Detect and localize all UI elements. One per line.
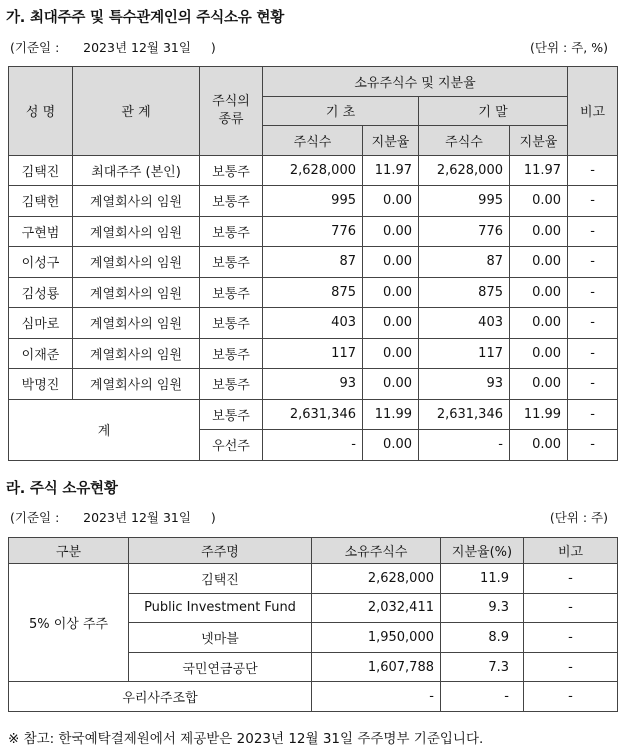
cell-ratio: 7.3	[441, 652, 524, 682]
table-row	[9, 369, 618, 400]
cell-end-ratio: 11.97	[510, 155, 568, 186]
cell-remark: -	[568, 308, 618, 339]
cell-shares: 2,032,411	[312, 593, 441, 623]
cell-kind: 보통주	[200, 247, 263, 278]
cell-end-ratio: 11.99	[510, 399, 568, 430]
cell-kind: 보통주	[200, 369, 263, 400]
cell-name: 이성구	[9, 247, 73, 278]
cell-holder: 국민연금공단	[129, 652, 312, 682]
cell-name: 구현범	[9, 216, 73, 247]
cell-begin-shares: 403	[263, 308, 363, 339]
header-ownership: 소유주식수 및 지분율	[263, 67, 568, 97]
cell-begin-ratio: 0.00	[363, 338, 419, 369]
header-relation: 관 계	[73, 67, 200, 156]
esop-row	[9, 682, 618, 712]
cell-holder: Public Investment Fund	[129, 593, 312, 623]
cell-begin-ratio: 0.00	[363, 430, 419, 461]
table-row	[9, 277, 618, 308]
cell-remark: -	[524, 652, 618, 682]
cell-shares: 2,628,000	[312, 564, 441, 594]
cell-holder: 넷마블	[129, 623, 312, 653]
cell-end-shares: 117	[419, 338, 510, 369]
header-begin-ratio: 지분율	[363, 126, 419, 156]
base-date: (기준일 : 2023년 12월 31일 )	[10, 510, 216, 525]
cell-remark: -	[568, 369, 618, 400]
cell-end-shares: 2,631,346	[419, 399, 510, 430]
cell-begin-ratio: 0.00	[363, 216, 419, 247]
table-row	[9, 564, 618, 594]
header-end-ratio: 지분율	[510, 126, 568, 156]
shareholder-table	[8, 66, 618, 461]
esop-label: 우리사주조합	[9, 682, 312, 712]
cell-end-shares: 995	[419, 186, 510, 217]
cell-kind: 보통주	[200, 186, 263, 217]
total-label: 계	[9, 399, 200, 460]
cell-name: 김택헌	[9, 186, 73, 217]
header-name: 성 명	[9, 67, 73, 156]
cell-end-ratio: 0.00	[510, 369, 568, 400]
header-end-shares: 주식수	[419, 126, 510, 156]
cell-begin-shares: 776	[263, 216, 363, 247]
table-row	[9, 308, 618, 339]
cell-shares: -	[312, 682, 441, 712]
cell-relation: 계열회사의 임원	[73, 369, 200, 400]
table-row	[9, 216, 618, 247]
cell-relation: 계열회사의 임원	[73, 216, 200, 247]
cell-name: 심마로	[9, 308, 73, 339]
total-row-common	[9, 399, 618, 430]
unit-label: (단위 : 주, %)	[530, 40, 608, 55]
cell-remark: -	[524, 564, 618, 594]
cell-end-shares: 87	[419, 247, 510, 278]
cell-kind: 보통주	[200, 338, 263, 369]
cell-remark: -	[568, 399, 618, 430]
cell-begin-ratio: 11.99	[363, 399, 419, 430]
cell-remark: -	[568, 247, 618, 278]
cell-name: 김성룡	[9, 277, 73, 308]
cell-begin-ratio: 0.00	[363, 369, 419, 400]
cell-relation: 계열회사의 임원	[73, 186, 200, 217]
cell-end-ratio: 0.00	[510, 247, 568, 278]
cell-shares: 1,607,788	[312, 652, 441, 682]
cell-remark: -	[524, 682, 618, 712]
base-date: (기준일 : 2023년 12월 31일 )	[10, 40, 216, 55]
cell-end-shares: -	[419, 430, 510, 461]
cell-remark: -	[568, 338, 618, 369]
cell-remark: -	[568, 277, 618, 308]
cell-end-ratio: 0.00	[510, 308, 568, 339]
header-begin-shares: 주식수	[263, 126, 363, 156]
ownership-table	[8, 537, 618, 712]
cell-begin-shares: -	[263, 430, 363, 461]
cell-relation: 계열회사의 임원	[73, 277, 200, 308]
cell-kind: 보통주	[200, 155, 263, 186]
cell-remark: -	[524, 593, 618, 623]
header-end: 기 말	[419, 96, 568, 126]
group-label: 5% 이상 주주	[9, 564, 129, 682]
cell-end-ratio: 0.00	[510, 277, 568, 308]
unit-label: (단위 : 주)	[549, 510, 608, 525]
cell-end-shares: 776	[419, 216, 510, 247]
cell-name: 이재준	[9, 338, 73, 369]
section-ga-title: 가. 최대주주 및 특수관계인의 주식소유 현황	[6, 10, 285, 26]
header-category: 구분	[9, 538, 129, 564]
cell-ratio: 9.3	[441, 593, 524, 623]
cell-begin-shares: 995	[263, 186, 363, 217]
cell-ratio: -	[441, 682, 524, 712]
cell-holder: 김택진	[129, 564, 312, 594]
cell-begin-ratio: 11.97	[363, 155, 419, 186]
cell-relation: 최대주주 (본인)	[73, 155, 200, 186]
cell-kind: 보통주	[200, 399, 263, 430]
cell-kind: 우선주	[200, 430, 263, 461]
cell-shares: 1,950,000	[312, 623, 441, 653]
cell-begin-shares: 87	[263, 247, 363, 278]
cell-end-shares: 2,628,000	[419, 155, 510, 186]
cell-begin-ratio: 0.00	[363, 186, 419, 217]
cell-end-shares: 403	[419, 308, 510, 339]
table-row	[9, 155, 618, 186]
section-ra-meta	[10, 508, 608, 526]
cell-ratio: 8.9	[441, 623, 524, 653]
cell-remark: -	[524, 623, 618, 653]
header-remark: 비고	[568, 67, 618, 156]
cell-begin-ratio: 0.00	[363, 247, 419, 278]
cell-begin-shares: 93	[263, 369, 363, 400]
cell-end-ratio: 0.00	[510, 338, 568, 369]
header-shares: 소유주식수	[312, 538, 441, 564]
cell-relation: 계열회사의 임원	[73, 338, 200, 369]
section-ra-title: 라. 주식 소유현황	[6, 481, 118, 497]
cell-begin-shares: 2,631,346	[263, 399, 363, 430]
cell-remark: -	[568, 430, 618, 461]
cell-kind: 보통주	[200, 216, 263, 247]
cell-relation: 계열회사의 임원	[73, 308, 200, 339]
table-row	[9, 186, 618, 217]
footnote: ※ 참고: 한국예탁결제원에서 제공받은 2023년 12월 31일 주주명부 기준입니다.	[8, 731, 484, 747]
cell-relation: 계열회사의 임원	[73, 247, 200, 278]
cell-remark: -	[568, 155, 618, 186]
header-holder: 주주명	[129, 538, 312, 564]
table-row	[9, 247, 618, 278]
header-begin: 기 초	[263, 96, 419, 126]
cell-end-shares: 875	[419, 277, 510, 308]
cell-ratio: 11.9	[441, 564, 524, 594]
cell-begin-ratio: 0.00	[363, 308, 419, 339]
cell-kind: 보통주	[200, 308, 263, 339]
cell-begin-shares: 117	[263, 338, 363, 369]
cell-end-shares: 93	[419, 369, 510, 400]
table-row	[9, 338, 618, 369]
cell-begin-ratio: 0.00	[363, 277, 419, 308]
cell-remark: -	[568, 186, 618, 217]
cell-name: 김택진	[9, 155, 73, 186]
cell-end-ratio: 0.00	[510, 186, 568, 217]
cell-end-ratio: 0.00	[510, 430, 568, 461]
header-remark: 비고	[524, 538, 618, 564]
cell-begin-shares: 875	[263, 277, 363, 308]
header-stock-kind: 주식의 종류	[200, 67, 263, 156]
cell-kind: 보통주	[200, 277, 263, 308]
header-ratio: 지분율(%)	[441, 538, 524, 564]
cell-end-ratio: 0.00	[510, 216, 568, 247]
cell-name: 박명진	[9, 369, 73, 400]
cell-remark: -	[568, 216, 618, 247]
cell-begin-shares: 2,628,000	[263, 155, 363, 186]
section-ga-meta	[10, 38, 608, 56]
